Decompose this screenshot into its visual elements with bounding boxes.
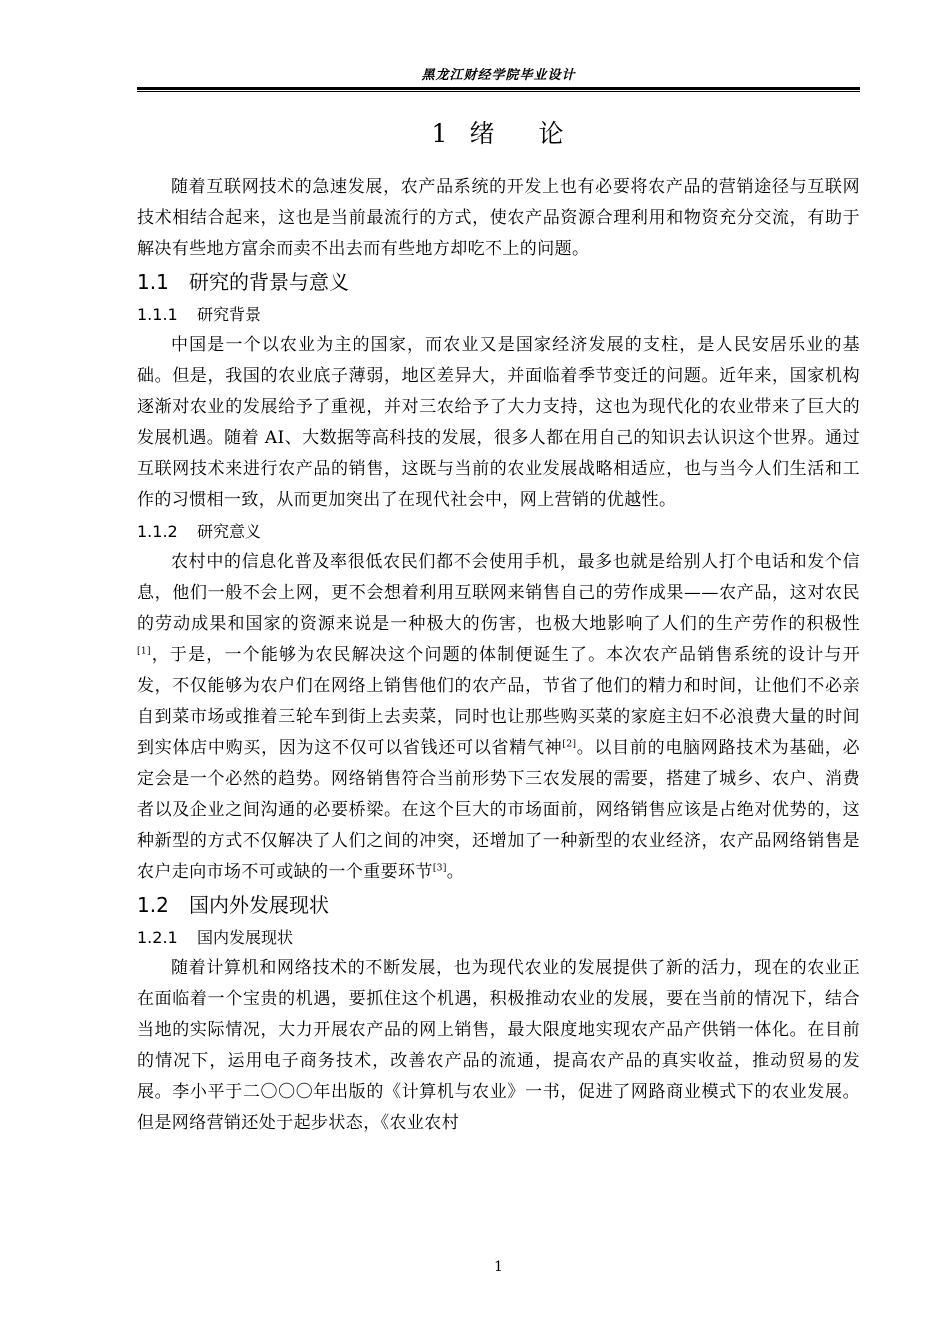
text-run: 农村中的信息化普及率很低农民们都不会使用手机，最多也就是给别人打个电话和发个信息，他们一般不会上网，更不会想着利用互联网来销售自己的劳作成果——农产品，这对农民的劳动成果和国家的资源来说是一种极大的伤害，也极大地影响了人们的生产劳作的积极性: [137, 552, 860, 634]
chapter-title: [137, 114, 860, 150]
text-run: 。: [446, 862, 465, 882]
section-heading-1-1: [137, 265, 860, 299]
subsection-heading-1-1-2: [137, 516, 860, 547]
page-body: [137, 172, 860, 1139]
section-number: 1.1: [137, 270, 169, 294]
subsection-heading-1-2-1: [137, 922, 860, 953]
text-run: 。以目前的电脑网路技术为基础，必定会是一个必然的趋势。网络销售符合当前形势下三农发展的需要，搭建了城乡、农户、消费者以及企业之间沟通的必要桥梁。在这个巨大的市场面前，网络销售应该是占绝对优势的，这种新型的方式不仅解决了人们之间的冲突，还增加了一种新型的农业经济，农产品网络销售是农户走向市场不可或缺的一个重要环节: [137, 738, 860, 882]
subsection-title: 国内发展现状: [197, 928, 294, 947]
subsection-number: 1.1.2: [137, 522, 178, 541]
citation-2: [2]: [562, 739, 577, 750]
section-title: 研究的背景与意义: [189, 270, 349, 294]
citation-1: [1]: [137, 646, 151, 657]
subsection-title: 研究背景: [197, 305, 262, 324]
running-header: 黑龙江财经学院毕业设计: [421, 68, 576, 83]
chapter-number: 1: [431, 119, 450, 148]
background-paragraph: 中国是一个以农业为主的国家，而农业又是国家经济发展的支柱，是人民安居乐业的基础。但是，我国的农业底子薄弱，地区差异大，并面临着季节变迁的问题。近年来，国家机构逐渐对农业的发展给予了重视，并对三农给予了大力支持，这也为现代化的农业带来了巨大的发展机遇。随着 AI、大数据等高科技的发展，很多人都在用自己的知识去认识这个世界。通过互联网技术来进行农产品的销售，这既与当前的农业发展战略相适应，也与当今人们生活和工作的习惯相一致，从而更加突出了在现代社会中，网上营销的优越性。: [137, 335, 860, 510]
significance-paragraph: [137, 547, 860, 888]
citation-3: [3]: [432, 863, 447, 874]
subsection-number: 1.1.1: [137, 305, 178, 324]
intro-paragraph: 随着互联网技术的急速发展，农产品系统的开发上也有必要将农产品的营销途径与互联网技术相结合起来，这也是当前最流行的方式，使农产品资源合理利用和物资充分交流，有助于解决有些地方富余而卖不出去而有些地方却吃不上的问题。: [137, 177, 860, 259]
header-rule-thin: [137, 91, 860, 92]
section-heading-1-2: [137, 888, 860, 922]
domestic-status-paragraph: 随着计算机和网络技术的不断发展，也为现代农业的发展提供了新的活力，现在的农业正在面临着一个宝贵的机遇，要抓住这个机遇，积极推动农业的发展，要在当前的情况下，结合当地的实际情况，大力开展农产品的网上销售，最大限度地实现农产品产供销一体化。在目前的情况下，运用电子商务技术，改善农产品的流通，提高农产品的真实收益，推动贸易的发展。李小平于二〇〇〇年出版的《计算机与农业》一书，促进了网路商业模式下的农业发展。但是网络营销还处于起步状态，《农业农村: [137, 958, 860, 1133]
header-rule-thick: [137, 87, 860, 90]
section-number: 1.2: [137, 893, 169, 917]
subsection-number: 1.2.1: [137, 928, 178, 947]
page-number: 1: [494, 1259, 503, 1275]
subsection-heading-1-1-1: [137, 299, 860, 330]
subsection-title: 研究意义: [197, 522, 262, 541]
section-title: 国内外发展现状: [189, 893, 329, 917]
chapter-title-char-2: 论: [538, 119, 566, 148]
chapter-title-char-1: 绪: [469, 119, 497, 148]
text-run: ，于是，一个能够为农民解决这个问题的体制便诞生了。本次农产品销售系统的设计与开发，不仅能够为农户们在网络上销售他们的农产品，节省了他们的精力和时间，让他们不必亲自到菜市场或推着三轮车到街上去卖菜，同时也让那些购买菜的家庭主妇不必浪费大量的时间到实体店中购买，因为这不仅可以省钱还可以省精气神: [137, 645, 860, 758]
